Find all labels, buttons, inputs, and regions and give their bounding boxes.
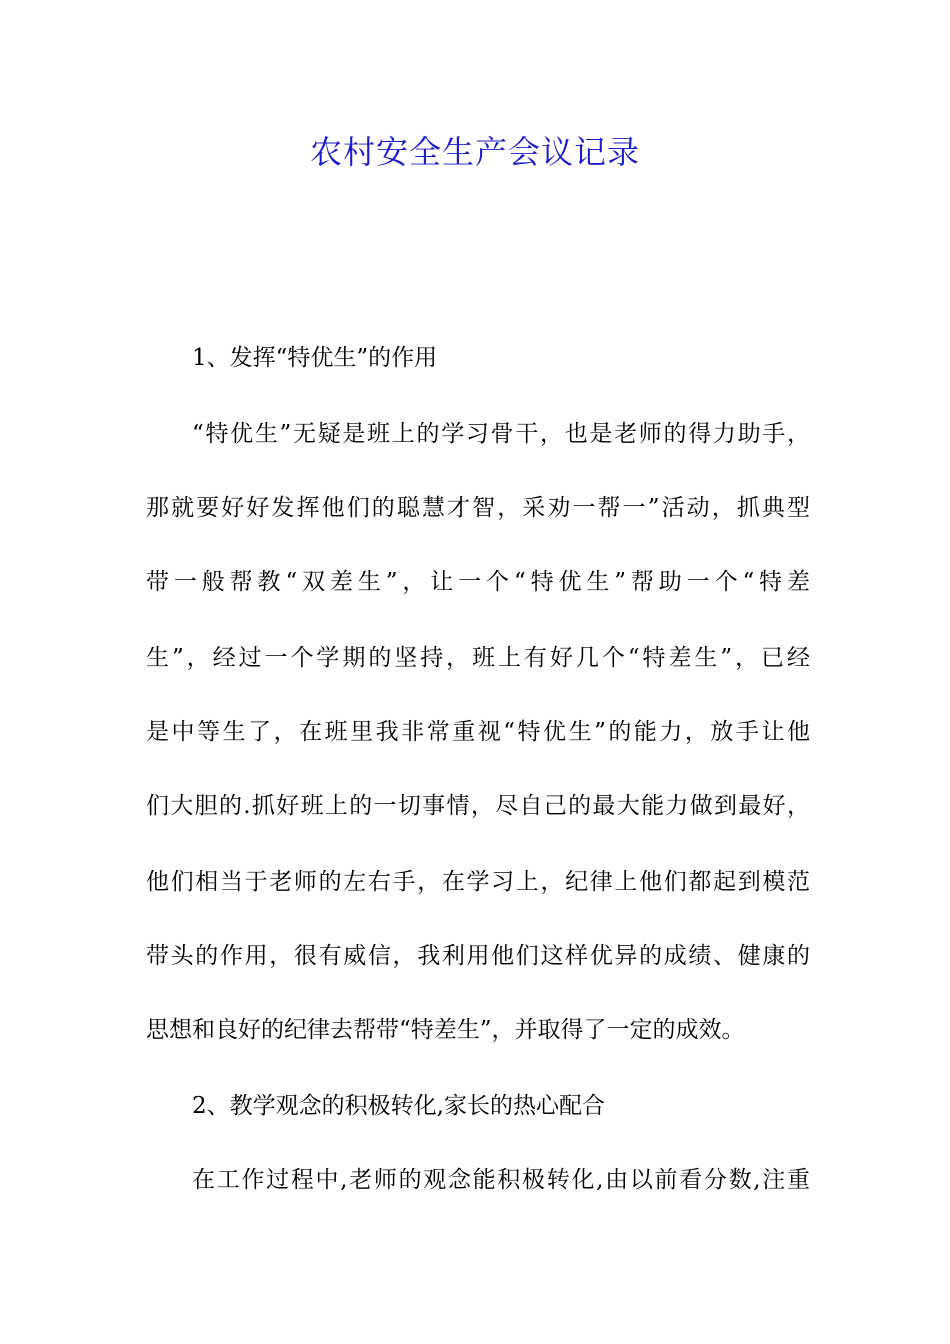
paragraph-line: 是中等生了，在班里我非常重视“特优生”的能力，放手让他 bbox=[146, 719, 810, 745]
paragraph-line: 们大胆的.抓好班上的一切事情，尽自己的最大能力做到最好， bbox=[146, 793, 810, 819]
paragraph-line: 在工作过程中,老师的观念能积极转化,由以前看分数,注重 bbox=[192, 1167, 810, 1193]
section-heading-2: 2、教学观念的积极转化,家长的热心配合 bbox=[192, 1093, 605, 1119]
paragraph-line: 生”，经过一个学期的坚持，班上有好几个“特差生”，已经 bbox=[146, 645, 810, 671]
paragraph-line: “特优生”无疑是班上的学习骨干，也是老师的得力助手， bbox=[192, 421, 810, 447]
paragraph-line: 带头的作用，很有威信，我利用他们这样优异的成绩、健康的 bbox=[146, 943, 810, 969]
paragraph-line: 带一般帮教“双差生”，让一个“特优生”帮助一个“特差 bbox=[146, 569, 810, 595]
document-title: 农村安全生产会议记录 bbox=[309, 133, 640, 171]
paragraph-line: 他们相当于老师的左右手，在学习上，纪律上他们都起到模范 bbox=[146, 869, 810, 895]
paragraph-line: 思想和良好的纪律去帮带“特差生”，并取得了一定的成效。 bbox=[146, 1017, 745, 1043]
paragraph-line: 那就要好好发挥他们的聪慧才智，采劝一帮一”活动，抓典型 bbox=[146, 495, 810, 521]
section-heading-1: 1、发挥“特优生”的作用 bbox=[192, 345, 438, 371]
